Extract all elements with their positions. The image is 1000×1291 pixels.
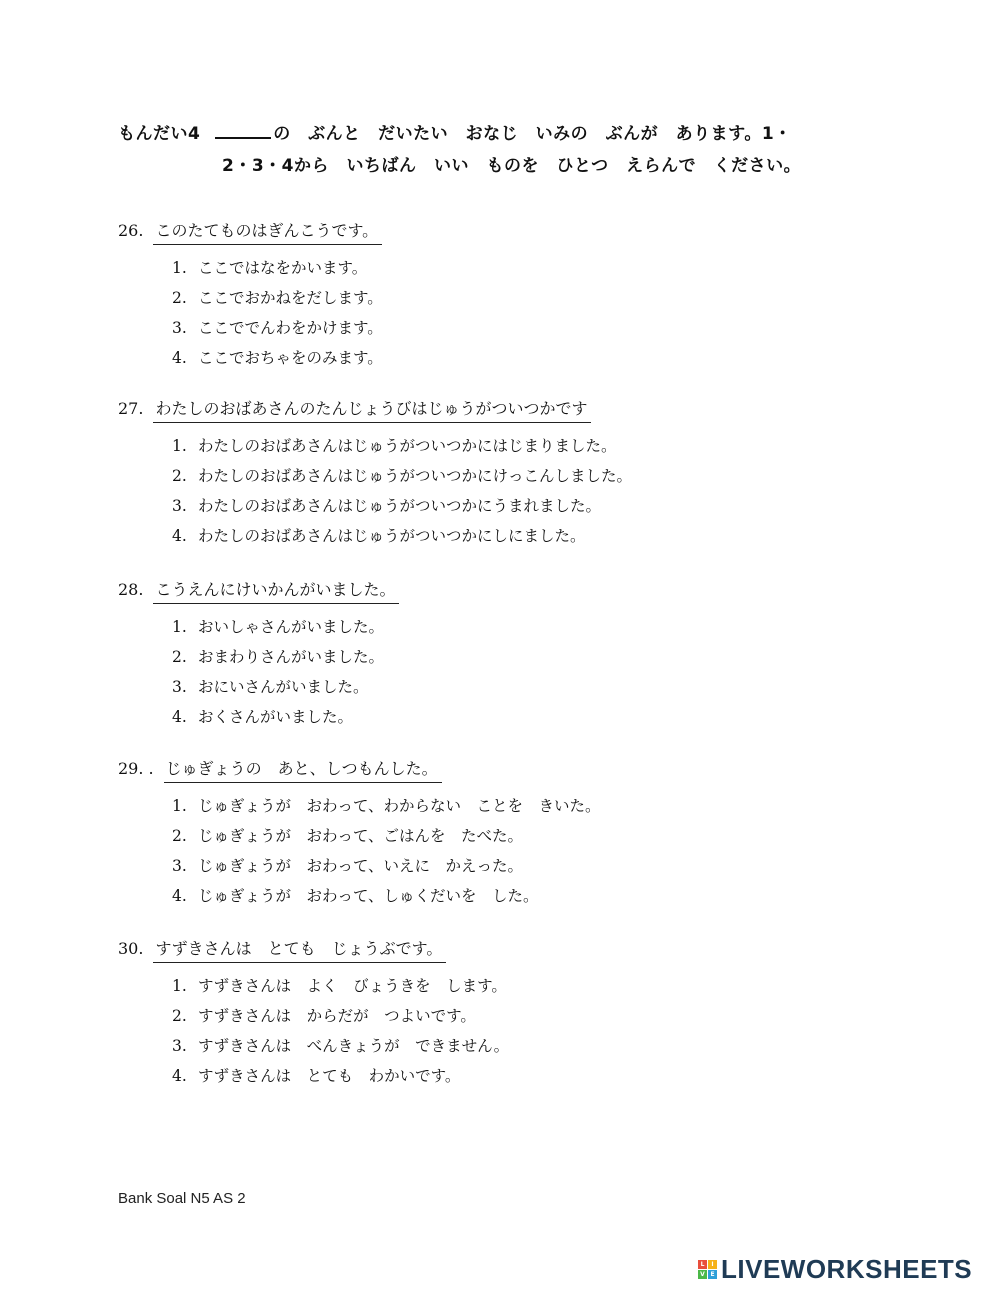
instructions-line-2: 2・3・4から いちばん いい ものを ひとつ えらんで ください。 [222,156,802,176]
underline-blank [215,119,271,139]
option-number: 1. [172,977,187,995]
option-number: 1. [172,797,187,815]
question-number: 30. [118,939,144,958]
option-text: じゅぎょうが おわって、しゅくだいを した。 [198,887,539,905]
option-item[interactable] [172,821,601,851]
option-text: わたしのおばあさんはじゅうがついつかにうまれました。 [198,497,602,515]
option-number: 4. [172,527,187,545]
option-item[interactable] [172,971,509,1001]
option-item[interactable] [172,1061,509,1091]
option-number: 2. [172,827,187,845]
question-26 [118,220,383,373]
option-list [172,612,399,732]
question-sentence: すずきさんは とても じょうぶです。 [153,938,446,963]
option-list [172,791,601,911]
question-number: 27. [118,399,144,418]
footer-text: Bank Soal N5 AS 2 [118,1190,246,1207]
option-text: すずきさんは とても わかいです。 [198,1067,461,1085]
option-item[interactable] [172,642,399,672]
question-stem [118,398,632,423]
option-item[interactable] [172,313,383,343]
option-text: ここではなをかいます。 [198,259,368,277]
option-item[interactable] [172,1031,509,1061]
option-text: じゅぎょうが おわって、わからない ことを きいた。 [198,797,601,815]
question-stem [118,220,383,245]
question-number: 28. [118,580,144,599]
question-29 [118,758,601,911]
question-stem [118,938,509,963]
option-text: おいしゃさんがいました。 [198,618,385,636]
option-item[interactable] [172,612,399,642]
option-item[interactable] [172,851,601,881]
option-number: 3. [172,857,187,875]
logo-block: I [708,1260,717,1269]
question-stem [118,579,399,604]
option-number: 3. [172,497,187,515]
option-number: 4. [172,887,187,905]
option-number: 2. [172,1007,187,1025]
option-text: ここででんわをかけます。 [198,319,383,337]
option-number: 3. [172,1037,187,1055]
question-28 [118,579,399,732]
question-stem [118,758,601,783]
option-number: 1. [172,437,187,455]
question-number: 29. . [118,759,154,778]
question-sentence: このたてものはぎんこうです。 [153,220,382,245]
option-number: 4. [172,708,187,726]
option-number: 3. [172,319,187,337]
option-text: じゅぎょうが おわって、いえに かえった。 [198,857,524,875]
option-item[interactable] [172,702,399,732]
option-number: 4. [172,349,187,367]
option-list [172,971,509,1091]
option-text: すずきさんは からだが つよいです。 [198,1007,476,1025]
option-text: ここでおちゃをのみます。 [198,349,383,367]
instructions-text-1: の ぶんと だいたい おなじ いみの ぶんが あります。1・ [273,124,792,144]
question-sentence: じゅぎょうの あと、しつもんした。 [164,758,442,783]
liveworksheets-logo [698,1254,972,1285]
instructions-line-1 [118,118,878,150]
logo-block: V [698,1270,707,1279]
option-number: 1. [172,618,187,636]
option-text: すずきさんは べんきょうが できません。 [198,1037,510,1055]
option-number: 2. [172,648,187,666]
option-item[interactable] [172,521,632,551]
option-text: すずきさんは よく びょうきを します。 [198,977,507,995]
option-text: じゅぎょうが おわって、ごはんを たべた。 [198,827,524,845]
logo-block: L [698,1260,707,1269]
option-text: わたしのおばあさんはじゅうがついつかにけっこんしました。 [198,467,633,485]
option-item[interactable] [172,283,383,313]
option-item[interactable] [172,253,383,283]
option-text: おまわりさんがいました。 [198,648,385,666]
option-list [172,253,383,373]
instructions-header [118,118,878,182]
option-number: 2. [172,467,187,485]
question-sentence: こうえんにけいかんがいました。 [153,579,399,604]
option-text: わたしのおばあさんはじゅうがついつかにはじまりました。 [198,437,617,455]
option-item[interactable] [172,791,601,821]
question-sentence: わたしのおばあさんのたんじょうびはじゅうがついつかです [153,398,591,423]
option-number: 2. [172,289,187,307]
option-text: おにいさんがいました。 [198,678,369,696]
option-list [172,431,632,551]
logo-blocks-icon [698,1260,717,1279]
question-number: 26. [118,221,144,240]
logo-wordmark: LIVEWORKSHEETS [721,1254,973,1284]
problem-label: もんだい4 [118,124,201,144]
option-text: わたしのおばあさんはじゅうがついつかにしにました。 [198,527,586,545]
option-item[interactable] [172,491,632,521]
logo-block: E [708,1270,717,1279]
option-item[interactable] [172,672,399,702]
option-item[interactable] [172,343,383,373]
question-27 [118,398,632,551]
option-item[interactable] [172,461,632,491]
option-number: 3. [172,678,187,696]
option-item[interactable] [172,881,601,911]
option-item[interactable] [172,1001,509,1031]
option-item[interactable] [172,431,632,461]
option-number: 1. [172,259,187,277]
option-text: おくさんがいました。 [198,708,354,726]
question-30 [118,938,509,1091]
option-text: ここでおかねをだします。 [198,289,383,307]
option-number: 4. [172,1067,187,1085]
